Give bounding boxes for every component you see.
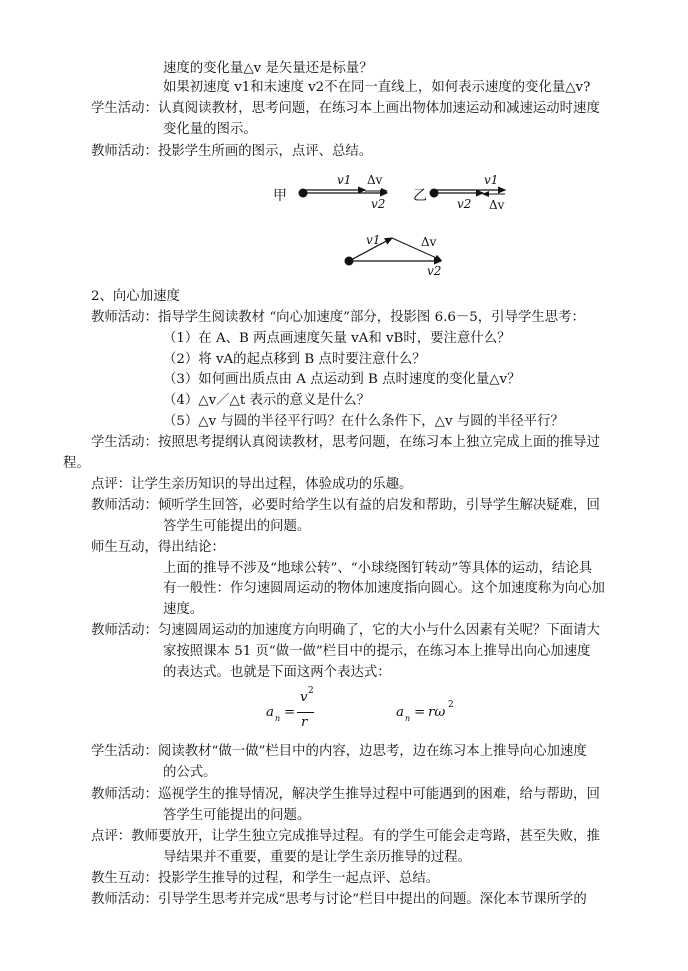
text-line: 学生活动：阅读教材“做一做”栏目中的内容，边思考，边在练习本上推导向心加速度 — [91, 744, 587, 759]
text-line: 学生活动：认真阅读教材，思考问题，在练习本上画出物体加速运动和减速运动时速度 — [91, 101, 600, 116]
text-line: 变化量的图示。 — [163, 122, 257, 137]
text-line: 教师活动：引导学生思考并完成“思考与讨论”栏目中提出的问题。深化本节课所学的 — [91, 892, 587, 907]
question-3: （3）如何画出质点由 A 点运动到 B 点时速度的变化量△v？ — [163, 372, 521, 387]
text-line: 师生互动，得出结论： — [91, 540, 225, 555]
question-5: （5）△v 与圆的半径平行吗？在什么条件下，△v 与圆的半径平行？ — [163, 414, 564, 429]
label-v1: v1 — [366, 233, 381, 247]
label-jia: 甲 — [273, 188, 287, 204]
question-1: （1）在 A、B 两点画速度矢量 vA和 vB时，要注意什么？ — [163, 331, 511, 346]
text-line: 导结果并不重要，重要的是让学生亲历推导的过程。 — [163, 850, 471, 865]
section-heading: 2、向心加速度 — [91, 289, 180, 304]
label-v2: v2 — [457, 197, 472, 211]
label-v1: v1 — [484, 173, 499, 187]
label-v2: v2 — [427, 264, 442, 278]
text-line: 程。 — [63, 456, 90, 471]
text-line: 教师活动：指导学生阅读教材 “向心加速度”部分，投影图 6.6－5，引导学生思考： — [91, 310, 585, 325]
text-line: 教生互动：投影学生推导的过程，和学生一起点评、总结。 — [91, 871, 440, 886]
question-2: （2）将 vA的起点移到 B 点时要注意什么？ — [163, 352, 426, 367]
text-line: 的公式。 — [163, 765, 217, 780]
label-dv: Δv — [489, 198, 505, 212]
text-line: 答学生可能提出的问题。 — [163, 519, 311, 534]
label-dv: Δv — [421, 235, 437, 249]
question-4: （4）△v／△t 表示的意义是什么？ — [163, 393, 371, 408]
formula-centripetal-v: a n = v 2 r — [266, 686, 314, 730]
text-line: 答学生可能提出的问题。 — [163, 808, 311, 823]
text-line: 上面的推导不涉及“地球公转”、“小球绕图钉转动”等具体的运动，结论具 — [163, 561, 593, 576]
text-line: 如果初速度 v1和末速度 v2不在同一直线上，如何表示速度的变化量△v? — [163, 80, 591, 95]
label-yi: 乙 — [413, 188, 427, 204]
label-v2: v2 — [371, 197, 386, 211]
text-line: 教师活动：投影学生所画的图示，点评、总结。 — [91, 144, 373, 159]
label-dv: Δv — [367, 173, 383, 187]
text-line: 的表达式。也就是下面这两个表达式： — [163, 665, 391, 680]
text-line: 教师活动：倾听学生回答，必要时给学生以有益的启发和帮助，引导学生解决疑难，回 — [91, 498, 600, 513]
text-line: 教师活动：巡视学生的推导情况，解决学生推导过程中可能遇到的困难，给与帮助，回 — [91, 787, 600, 802]
text-line: 有一般性：作匀速圆周运动的物体加速度指向圆心。这个加速度称为向心加 — [163, 581, 605, 596]
formula-centripetal-omega: a n = rω 2 — [396, 700, 454, 723]
velocity-diagram — [0, 0, 688, 290]
text-line: 家按照课本 51 页“做一做”栏目中的提示，在练习本上推导出向心加速度 — [163, 644, 591, 659]
text-line: 速度的变化量△v 是矢量还是标量？ — [163, 61, 373, 76]
text-line: 学生活动：按照思考提纲认真阅读教材，思考问题，在练习本上独立完成上面的推导过 — [91, 435, 600, 450]
text-line: 教师活动：匀速圆周运动的加速度方向明确了，它的大小与什么因素有关呢？下面请大 — [91, 623, 600, 638]
text-line: 点评：教师要放开，让学生独立完成推导过程。有的学生可能会走弯路，甚至失败，推 — [91, 829, 600, 844]
text-line: 速度。 — [163, 602, 204, 617]
label-v1: v1 — [337, 173, 352, 187]
text-line: 点评：让学生亲历知识的导出过程，体验成功的乐趣。 — [91, 477, 413, 492]
